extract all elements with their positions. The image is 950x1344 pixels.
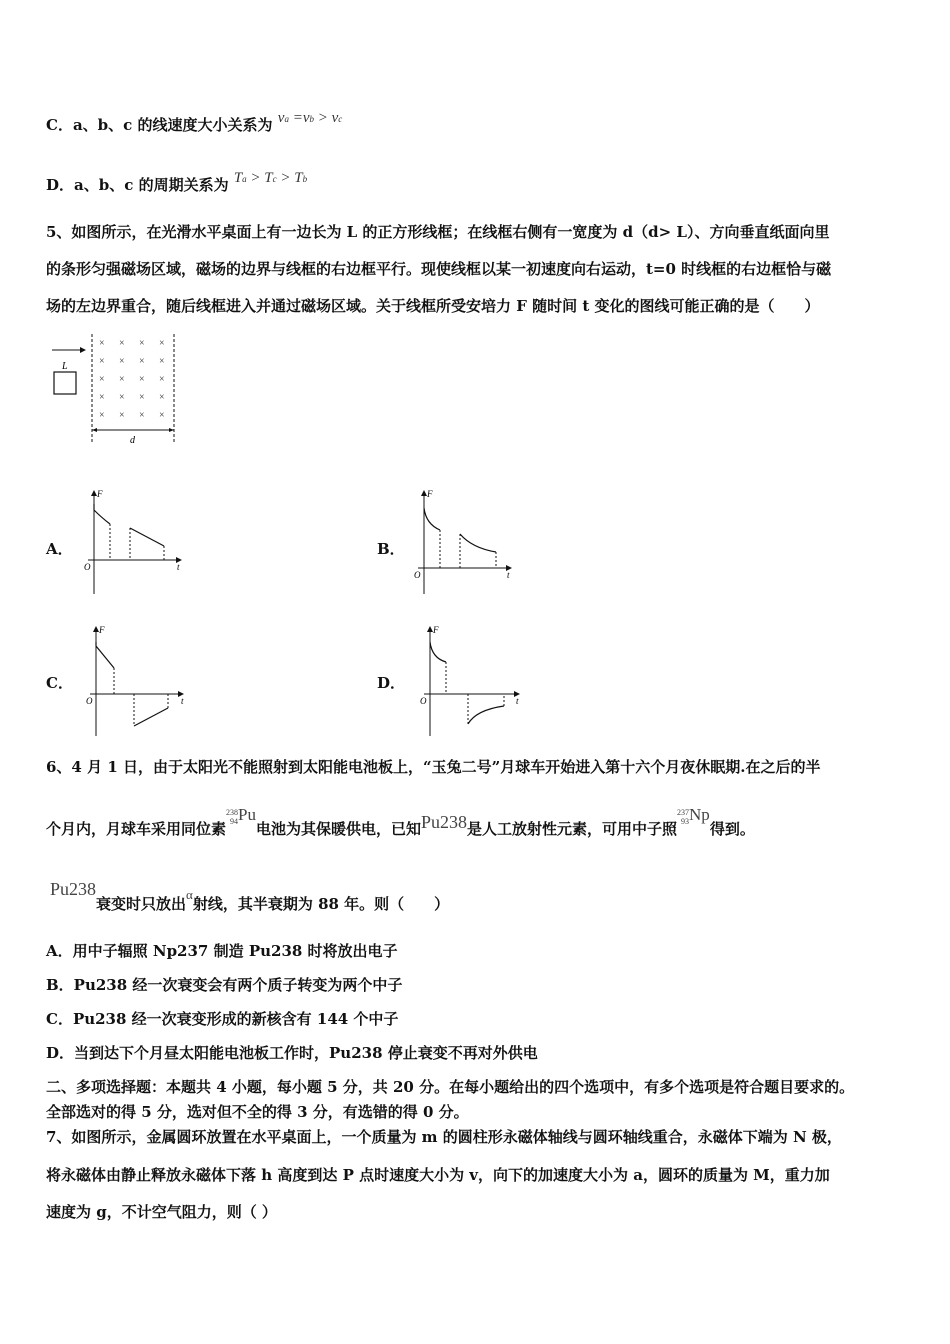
option-text: a、b、c 的周期关系为: [74, 176, 229, 194]
q6-option-b: B．Pu238 经一次衰变会有两个质子转变为两个中子: [46, 976, 403, 994]
q5-field-figure: [44, 330, 194, 450]
svg-text:×: ×: [99, 338, 105, 349]
svg-text:F: F: [99, 625, 105, 635]
svg-text:×: ×: [119, 392, 125, 403]
option-text: a、b、c 的线速度大小关系为: [72, 116, 273, 134]
svg-text:×: ×: [99, 374, 105, 385]
svg-text:F: F: [427, 489, 433, 499]
svg-text:O: O: [420, 696, 427, 706]
np-isotope: 237 93Np: [677, 805, 710, 826]
q4-option-c: [46, 110, 343, 135]
q5-option-b-label: B．: [377, 540, 405, 558]
velocity-formula: va =vb > vc: [277, 110, 343, 126]
graph-a: [82, 488, 192, 598]
q7-line2: 将永磁体由静止释放永磁体下落 h 高度到达 P 点时速度大小为 v，向下的加速度大小为 a，圆环的质量为 M，重力加: [46, 1166, 830, 1184]
q5-line2: 的条形匀强磁场区域，磁场的边界与线框的右边框平行。现使线框以某一初速度向右运动，t=0 时线框的右边框恰与磁: [46, 260, 832, 278]
q5-option-a-label: A．: [46, 540, 73, 558]
svg-text:×: ×: [159, 374, 165, 385]
graph-b: [412, 488, 522, 598]
svg-text:×: ×: [99, 392, 105, 403]
svg-text:F: F: [97, 489, 103, 499]
graph-d: [412, 624, 527, 739]
q7-line3: 速度为 g，不计空气阻力，则（ ）: [46, 1203, 277, 1221]
section2-heading: 二、多项选择题：本题共 4 小题，每小题 5 分，共 20 分。在每小题给出的四个选项中，有多个选项是符合题目要求的。: [46, 1078, 855, 1096]
svg-text:×: ×: [159, 392, 165, 403]
q5-line3: 场的左边界重合，随后线框进入并通过磁场区域。关于线框所受安培力 F 随时间 t 变化的图线可能正确的是（ ）: [46, 297, 820, 315]
q6-option-d: D．当到达下个月昼太阳能电池板工作时，Pu238 停止衰变不再对外供电: [46, 1044, 538, 1062]
q6-option-c: C．Pu238 经一次衰变形成的新核含有 144 个中子: [46, 1010, 399, 1028]
svg-text:×: ×: [159, 410, 165, 421]
q5-line1: 5、如图所示，在光滑水平桌面上有一边长为 L 的正方形线框；在线框右侧有一宽度为 d（d> L）、方向垂直纸面向里: [46, 223, 830, 241]
svg-text:×: ×: [159, 356, 165, 367]
svg-text:O: O: [84, 562, 91, 572]
svg-text:×: ×: [119, 356, 125, 367]
q6-line3: Pu238衰变时只放出α射线，其半衰期为 88 年。则（ ）: [50, 879, 450, 913]
svg-text:×: ×: [139, 410, 145, 421]
svg-text:×: ×: [99, 410, 105, 421]
option-label: C．: [46, 116, 73, 134]
q7-line1: 7、如图所示，金属圆环放置在水平桌面上，一个质量为 m 的圆柱形永磁体轴线与圆环轴线重合，永磁体下端为 N 极，: [46, 1128, 842, 1146]
svg-text:t: t: [177, 562, 180, 572]
svg-text:×: ×: [99, 356, 105, 367]
svg-text:×: ×: [139, 392, 145, 403]
square-loop: [54, 372, 76, 394]
q5-option-c-label: C．: [46, 674, 73, 692]
svg-text:F: F: [433, 625, 439, 635]
pu-isotope: 238 94Pu: [226, 805, 256, 826]
q6-line2: 个月内，月球车采用同位素238 94Pu电池为其保暖供电，已知Pu238是人工放射性元素，可用中子照237 93Np得到。: [46, 805, 755, 838]
svg-text:×: ×: [139, 338, 145, 349]
svg-text:t: t: [516, 696, 519, 706]
svg-text:O: O: [86, 696, 93, 706]
graph-c: [82, 624, 192, 739]
q6-option-a: A．用中子辐照 Np237 制造 Pu238 时将放出电子: [46, 942, 398, 960]
svg-text:×: ×: [119, 410, 125, 421]
section2-scoring: 全部选对的得 5 分，选对但不全的得 3 分，有选错的得 0 分。: [46, 1103, 469, 1121]
loop-label-L: L: [62, 361, 68, 372]
period-formula: Ta > Tc > Tb: [233, 170, 308, 186]
svg-text:×: ×: [159, 338, 165, 349]
svg-text:×: ×: [119, 338, 125, 349]
q4-option-d: [46, 170, 308, 195]
svg-text:O: O: [414, 570, 421, 580]
svg-text:×: ×: [139, 374, 145, 385]
svg-text:t: t: [507, 570, 510, 580]
q6-line1: 6、4 月 1 日，由于太阳光不能照射到太阳能电池板上，“玉兔二号”月球车开始进入第十六个月夜休眠期.在之后的半: [46, 758, 821, 776]
field-crosses: [99, 338, 165, 421]
option-label: D．: [46, 176, 75, 194]
svg-text:t: t: [181, 696, 184, 706]
q5-option-d-label: D．: [377, 674, 406, 692]
svg-text:×: ×: [139, 356, 145, 367]
width-label-d: d: [130, 435, 135, 446]
svg-text:×: ×: [119, 374, 125, 385]
